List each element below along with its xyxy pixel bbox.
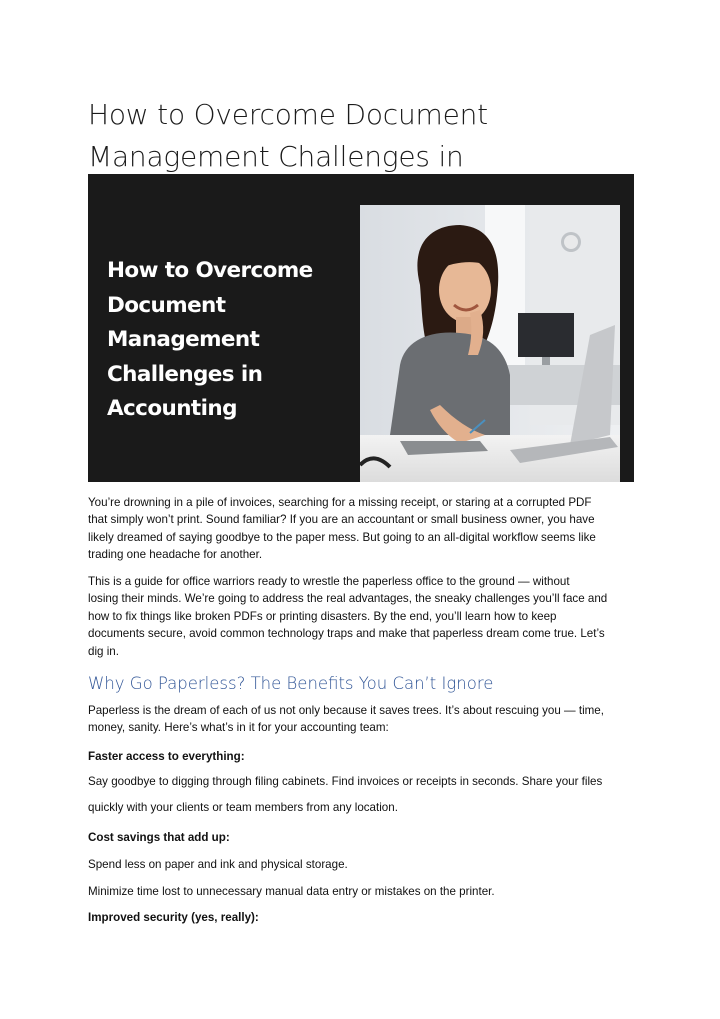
cost-savings-line-2: Minimize time lost to unnecessary manual data entry or mistakes on the printer. — [88, 885, 495, 898]
hero-title-line: Challenges in — [107, 361, 263, 387]
text-line: how to fix things like broken PDFs or printing disasters. By the end, you’ll learn how to keep — [88, 609, 557, 623]
text-line: that simply won’t print. Sound familiar? If you are an accountant or small business owner, you have — [88, 513, 595, 527]
title-line: Management Challenges in — [88, 140, 464, 173]
security-heading: Improved security (yes, really): — [88, 911, 259, 924]
text-line: This is a guide for office warriors ready to wrestle the paperless office to the ground — without — [88, 575, 570, 588]
hero-title-line: Accounting — [107, 396, 237, 421]
page-title — [88, 94, 648, 178]
text-line: documents secure, avoid common technology traps and make that paperless dream come true. Let’s — [88, 627, 605, 641]
text-line: dig in. — [88, 644, 119, 658]
cost-savings-line-1: Spend less on paper and ink and physical storage. — [88, 858, 348, 871]
title-line: How to Overcome Document — [88, 98, 488, 131]
hero-title-line: Management — [107, 327, 260, 352]
intro-paragraph-1 — [88, 494, 636, 564]
hero-image — [88, 174, 634, 482]
hero-title-line: Document — [107, 292, 226, 318]
hero-title — [107, 254, 313, 427]
intro-paragraph-2 — [88, 573, 636, 660]
faster-access-line-2: quickly with your clients or team members from any location. — [88, 801, 398, 814]
faster-access-heading: Faster access to everything: — [88, 750, 245, 763]
woman-with-laptop-photo — [360, 205, 620, 482]
hero-title-line: How to Overcome — [107, 258, 313, 283]
text-line: likely dreamed of saying goodbye to the paper mess. But going to an all-digital workflow seems like — [88, 530, 596, 544]
text-line: trading one headache for another. — [88, 548, 263, 562]
text-line: Paperless is the dream of each of us not only because it saves trees. It’s about rescuing you — time, — [88, 704, 604, 717]
faster-access-line-1: Say goodbye to digging through filing cabinets. Find invoices or receipts in seconds. Share your files — [88, 775, 603, 788]
text-line: You’re drowning in a pile of invoices, searching for a missing receipt, or staring at a corrupted PDF — [88, 496, 592, 509]
text-line: money, sanity. Here’s what’s in it for your accounting team: — [88, 721, 389, 735]
section-heading: Why Go Paperless? The Benefits You Can’t Ignore — [88, 674, 494, 693]
section-intro-paragraph — [88, 702, 636, 737]
text-line: losing their minds. We’re going to address the real advantages, the sneaky challenges you’ll face and — [88, 592, 608, 606]
cost-savings-heading: Cost savings that add up: — [88, 831, 230, 844]
